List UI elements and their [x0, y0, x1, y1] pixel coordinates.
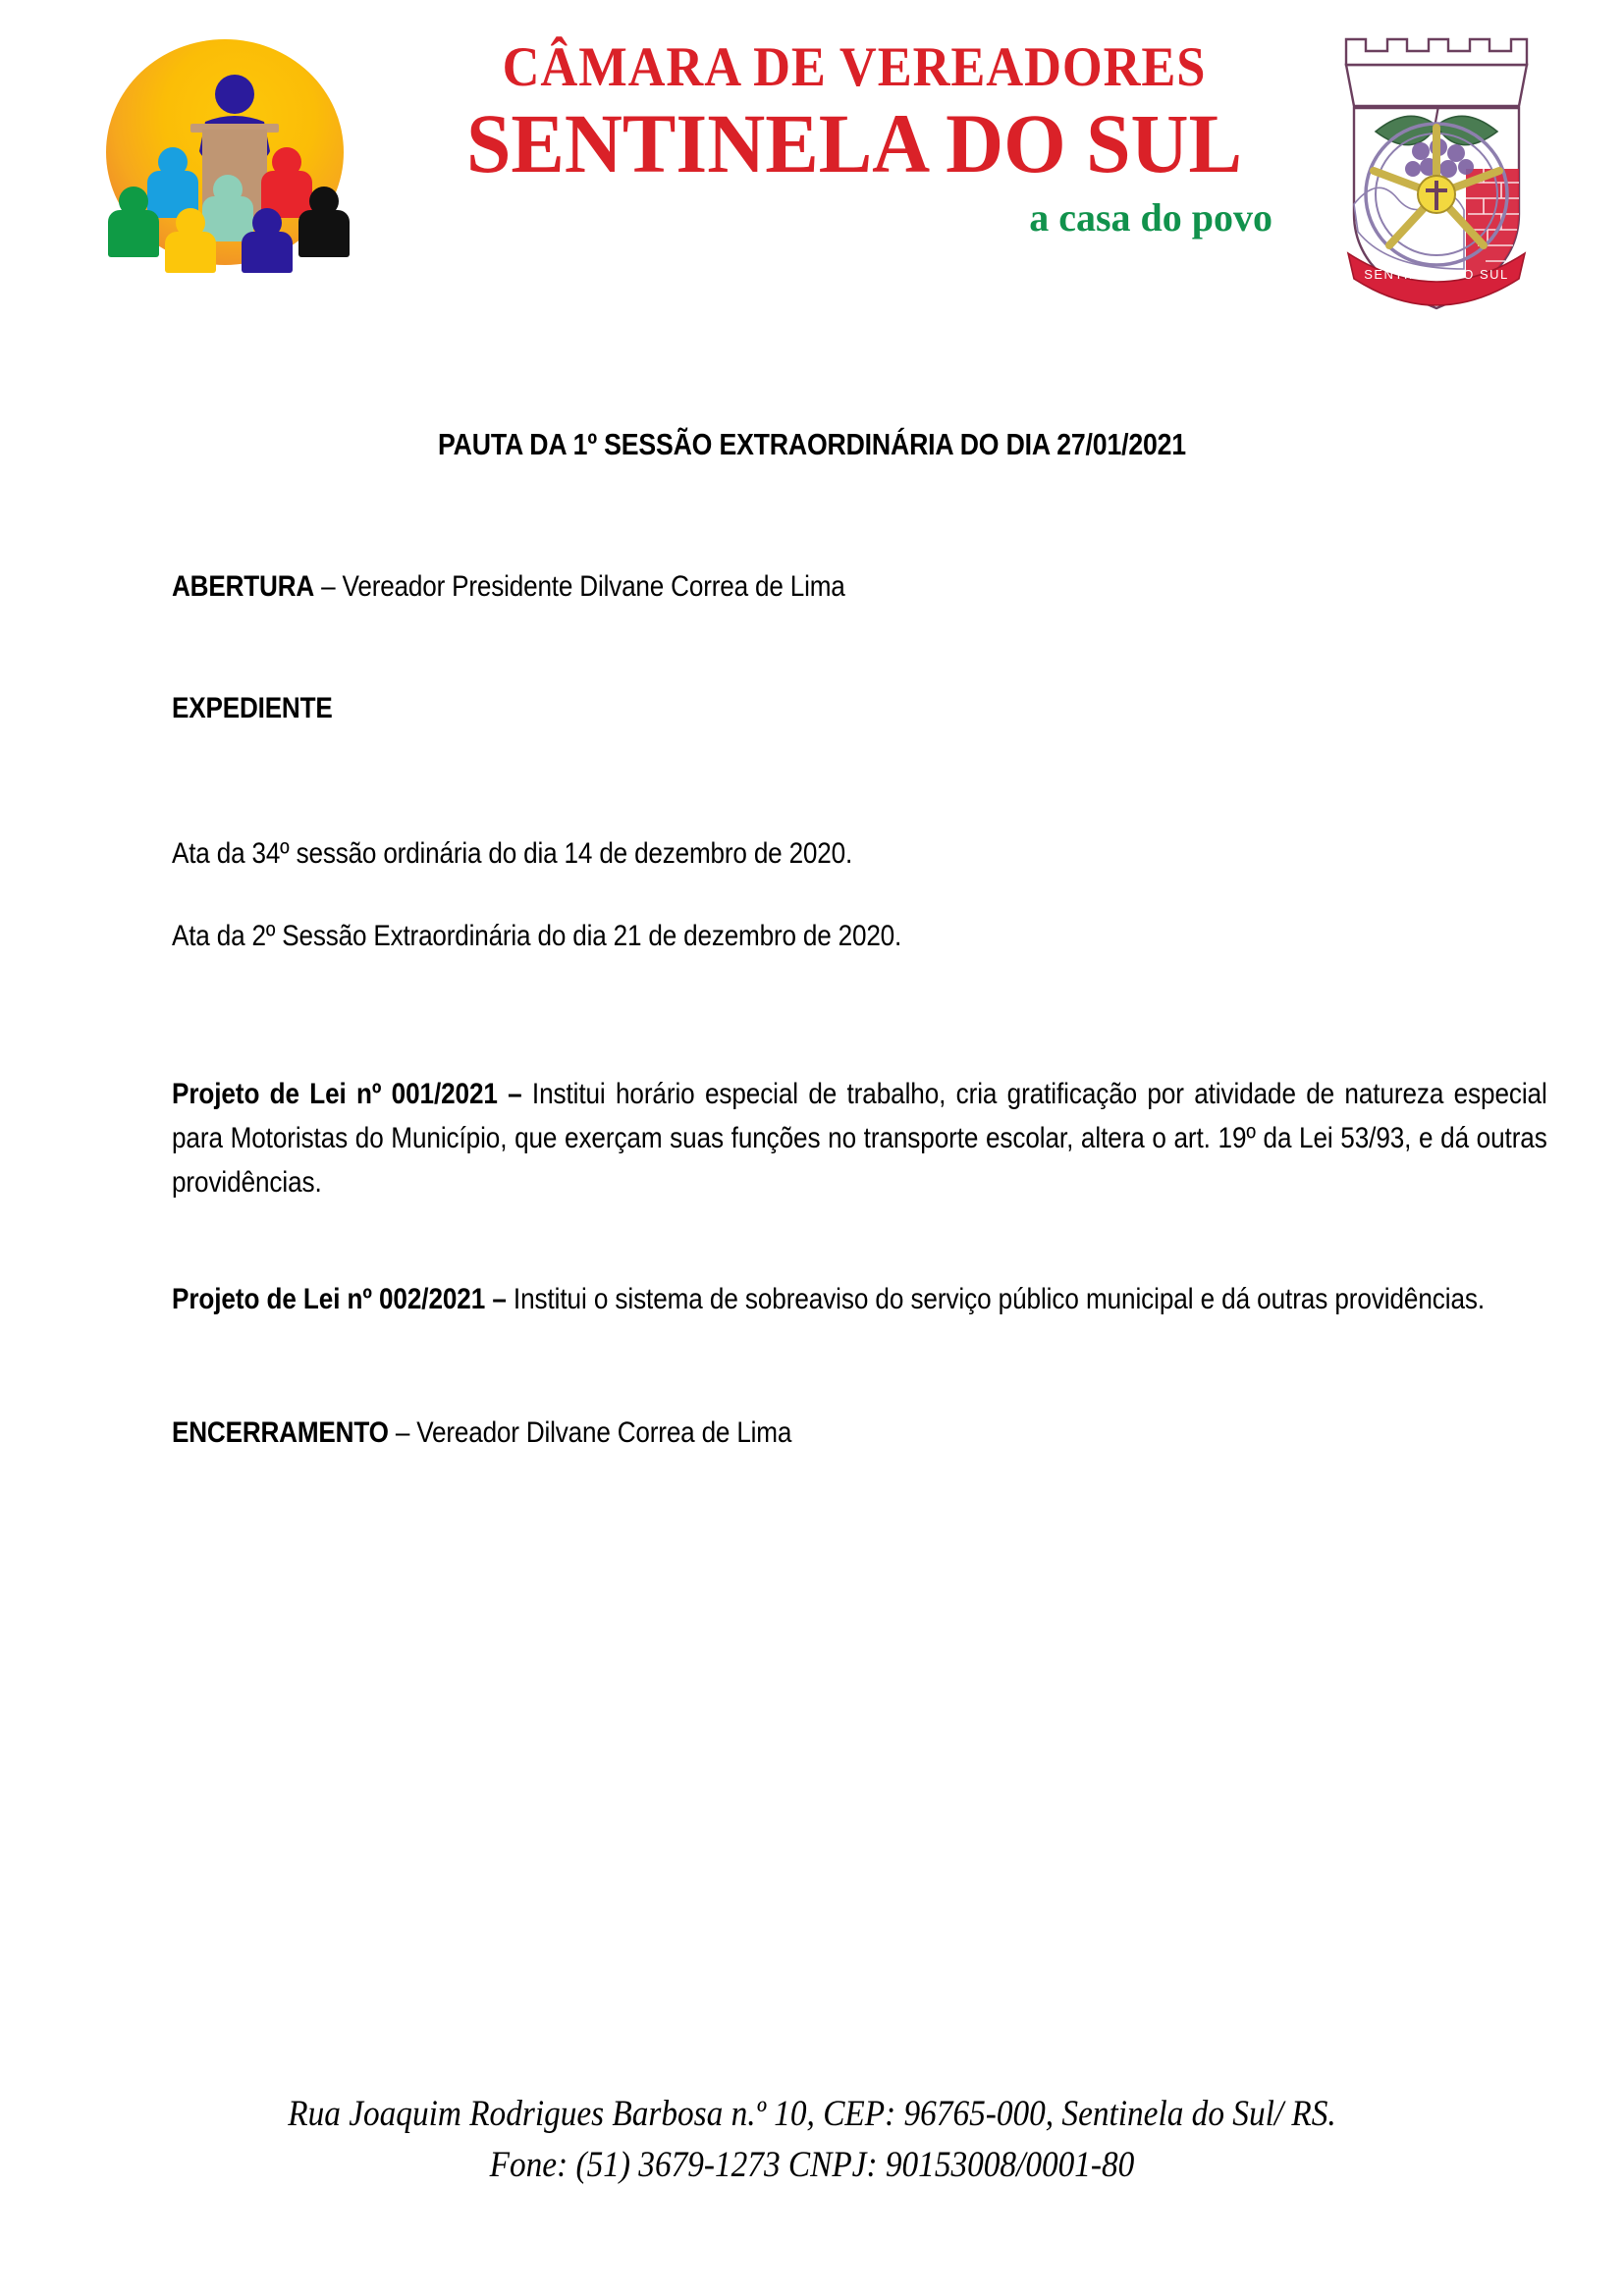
- brasao-svg: [1319, 22, 1554, 316]
- projeto-lei-002: [172, 1277, 1547, 1321]
- expediente-heading: [172, 691, 1547, 726]
- expediente-item-ata-34: Ata da 34º sessão ordinária do dia 14 de dezembro de 2020.: [172, 837, 853, 870]
- projeto-lei-002-text: Institui o sistema de sobreaviso do serviço público municipal e dá outras providências.: [513, 1283, 1486, 1315]
- logo-figure-yellow: [165, 208, 216, 273]
- footer-phone-cnpj: Fone: (51) 3679-1273 CNPJ: 90153008/0001-80: [489, 2145, 1135, 2185]
- wordmark-tagline: a casa do povo: [1029, 195, 1272, 240]
- projeto-lei-001-label: Projeto de Lei nº 001/2021 –: [172, 1078, 532, 1110]
- projeto-lei-001-text: Institui horário especial de trabalho, cria gratificação por atividade de natureza especial para Motoristas do Município, que exerçam suas funções no transporte escolar, altera o art. 19º da Lei 53/93, e dá outras providências.: [172, 1078, 1547, 1199]
- wordmark-line-sentinela: SENTINELA DO SUL: [465, 96, 1243, 190]
- letterhead: [0, 0, 1624, 373]
- projeto-lei-002-label: Projeto de Lei nº 002/2021 –: [172, 1283, 514, 1315]
- spacer: [172, 872, 1546, 919]
- abertura-line: [172, 569, 1547, 605]
- logo-figure-black: [298, 187, 350, 257]
- brasao-icon: [1319, 22, 1554, 316]
- spacer: [172, 954, 1546, 1072]
- spacer: [172, 726, 1546, 836]
- encerramento-line: [172, 1415, 1547, 1451]
- spacer: [172, 1204, 1546, 1277]
- abertura-text: – Vereador Presidente Dilvane Correa de Lima: [314, 570, 845, 603]
- footer-address: Rua Joaquim Rodrigues Barbosa n.º 10, CEP: 96765-000, Sentinela do Sul/ RS.: [288, 2094, 1336, 2134]
- encerramento-label: ENCERRAMENTO: [172, 1416, 389, 1449]
- logo-figure-green: [108, 187, 159, 257]
- page-footer: [81, 2089, 1543, 2191]
- wordmark-line-camara: CÂMARA DE VEREADORES: [502, 36, 1207, 98]
- page-title: PAUTA DA 1º SESSÃO EXTRAORDINÁRIA DO DIA 27/01/2021: [438, 427, 1186, 461]
- camara-logo: [86, 27, 371, 273]
- wordmark: [422, 37, 1286, 241]
- projeto-lei-001: [172, 1072, 1547, 1204]
- encerramento-text: – Vereador Dilvane Correa de Lima: [388, 1416, 792, 1449]
- expediente-item-ata-2: Ata da 2º Sessão Extraordinária do dia 21 de dezembro de 2020.: [172, 920, 902, 952]
- logo-figure-navy: [242, 208, 293, 273]
- spacer: [172, 605, 1546, 691]
- svg-text:SENTINELA DO SUL: SENTINELA DO SUL: [1364, 267, 1509, 282]
- spacer: [172, 1321, 1546, 1415]
- abertura-label: ABERTURA: [172, 570, 315, 603]
- expediente-label: EXPEDIENTE: [172, 692, 333, 724]
- document-body: [172, 569, 1546, 1451]
